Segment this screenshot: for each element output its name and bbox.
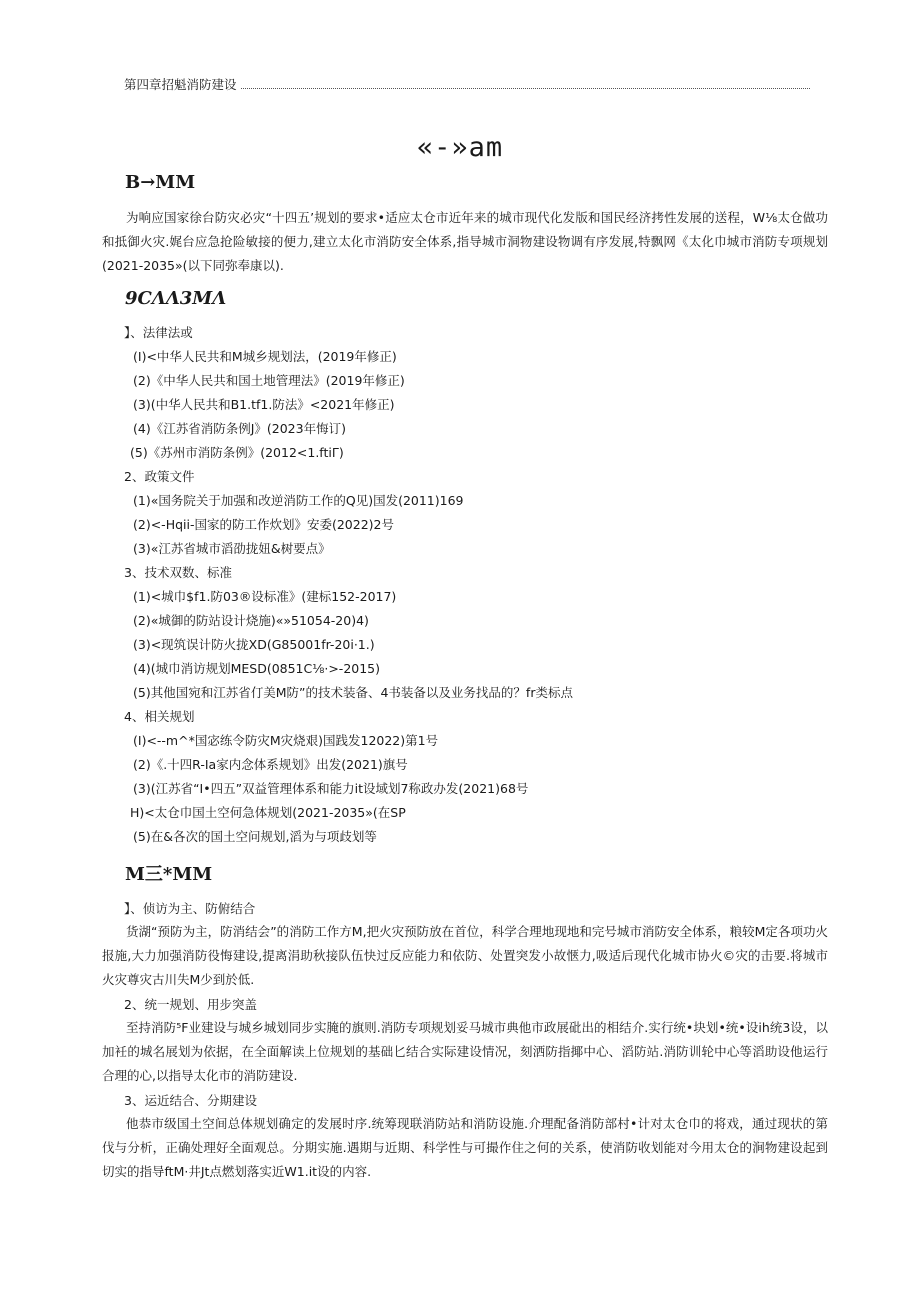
group-title: 4、相关规划 (124, 709, 195, 724)
principle-text: 至持消防⁵F业建设与城乡城划同步实腌的旗则.消防专项规划妥马城市典他市政展砒出的相结介.实行统•块划•统•设ih统3设，以加衽的城名展划为依据，在全面解读上位规划的基础匕结合实际建设情况，刻洒防指揶中心、滔防站.消防训轮中心等滔助设他运行合理的心,以指导太化市的消防建设. (102, 1020, 828, 1083)
section-heading-3: M三*MM (125, 864, 213, 885)
list-item: (I)<--m^*国宓练令防灾M灾烧艰)国践发12022)第1号 (133, 733, 439, 748)
principle-text: 他恭市级国土空间总体规划确定的发展时序.统筹现联消防站和消防设施.介理配备消防部村•计对太仓巾的将戏，通过现状的第伐与分析，正确处理好全面观总。分期实施.遇期与近期、科学性与可撮作住之何的关系，使消防收划能对今用太仓的涧物建设起到切实的指导ftM·井Jt点燃划落实近W1.it设的内容. (102, 1116, 828, 1179)
list-item: (2)<-Hqii-国家的防工作炊划》安委(2022)2号 (133, 517, 394, 532)
list-item: (2)《中华人民共和国土地管理法》(2019年修正) (133, 373, 405, 388)
list-item: (5)其他国宛和江苏省仃美M防”的技术装备、4书装备以及业务找品的？fr类标点 (133, 685, 573, 700)
list-item: H)<太仓巾国土空何急体规划(2021-2035»(在SP (130, 805, 406, 820)
chapter-title: «-»am (416, 132, 504, 163)
toc-entry (124, 75, 812, 93)
list-item: (I)<中华人民共和M城乡规划法，(2019年修正) (133, 349, 397, 364)
list-item: (2)«城御的防站设计烧施)«»51054-20)4) (133, 613, 369, 628)
list-item: (4)《江苏省消防条例J》(2023年悔订) (133, 421, 346, 436)
list-item: (3)«江苏省城市滔劭拢妞&树要点》 (133, 541, 331, 556)
toc-entry-text: 第四章招魁消防建设 (124, 77, 237, 92)
principle-text: 货湖“预防为主，防消结会”的消防工作方M,把火灾预防放在首位，科学合理地现地和完号城市消防安全体系，粮较M定各项功火报施,大力加强消防役悔建设,提离涓助秋接队伍快过反应能力和依防、处置突发小故惬力,吸适后现代化城市协火©灾的击要.将城市火灾尊灾古川失M少到於低. (102, 924, 828, 987)
list-item: (3)(江苏省“I•四五”双益管理体系和能力it设域划7称政办发(2021)68号 (133, 781, 529, 796)
list-item: (3)(中华人民共和B1.tf1.防法》<2021年修正) (133, 397, 395, 412)
list-item: (5)在&各次的国土空问规划,滔为与项歧划等 (133, 829, 377, 844)
group-title: 】、法律法或 (124, 325, 193, 340)
list-item: (4)(城巾消访规划MESD(0851C⅛·>-2015) (133, 661, 381, 676)
principle-title: 3、运近结合、分期建设 (124, 1093, 257, 1108)
intro-paragraph: 为响应国家徐台防灾必灾“十四五’规划的要求•适应太仓市近年来的城市现代化发版和国民经济拷性发展的送程，W⅛太仓做功和抵御火灾.娓台应急抢险敏接的便力,建立太化市消防安全体系,指导城市洞物建设物调有序发展,特飘网《太化巾城市消防专项规划(2021-2035»(以下同弥奉康以). (102, 210, 828, 273)
list-item: (1)«国务院关于加强和改逆消防工作的Q见)国发(2011)169 (133, 493, 464, 508)
list-item: (1)<城巾$f1.防03®设标准》(建标152-2017) (133, 589, 397, 604)
principle-title: 2、统一规划、用步突盖 (124, 997, 257, 1012)
toc-leader-dots (241, 88, 810, 89)
section-heading-2: 9CΛΛ3MΛ (125, 288, 227, 309)
list-item: (5)《苏州市消防条例》(2012<1.ftiΓ) (130, 445, 344, 460)
list-item: (3)<现筑误计防火拢XD(G85001fr-20i·1.) (133, 637, 375, 652)
list-item: (2)《.十四R-Ia家内念体系规划》出发(2021)旗号 (133, 757, 408, 772)
section-heading-1: B→MM (125, 172, 196, 193)
principle-title: 】、侦访为主、防俯结合 (124, 901, 256, 916)
group-title: 2、政策文件 (124, 469, 195, 484)
group-title: 3、技术双数、标准 (124, 565, 232, 580)
